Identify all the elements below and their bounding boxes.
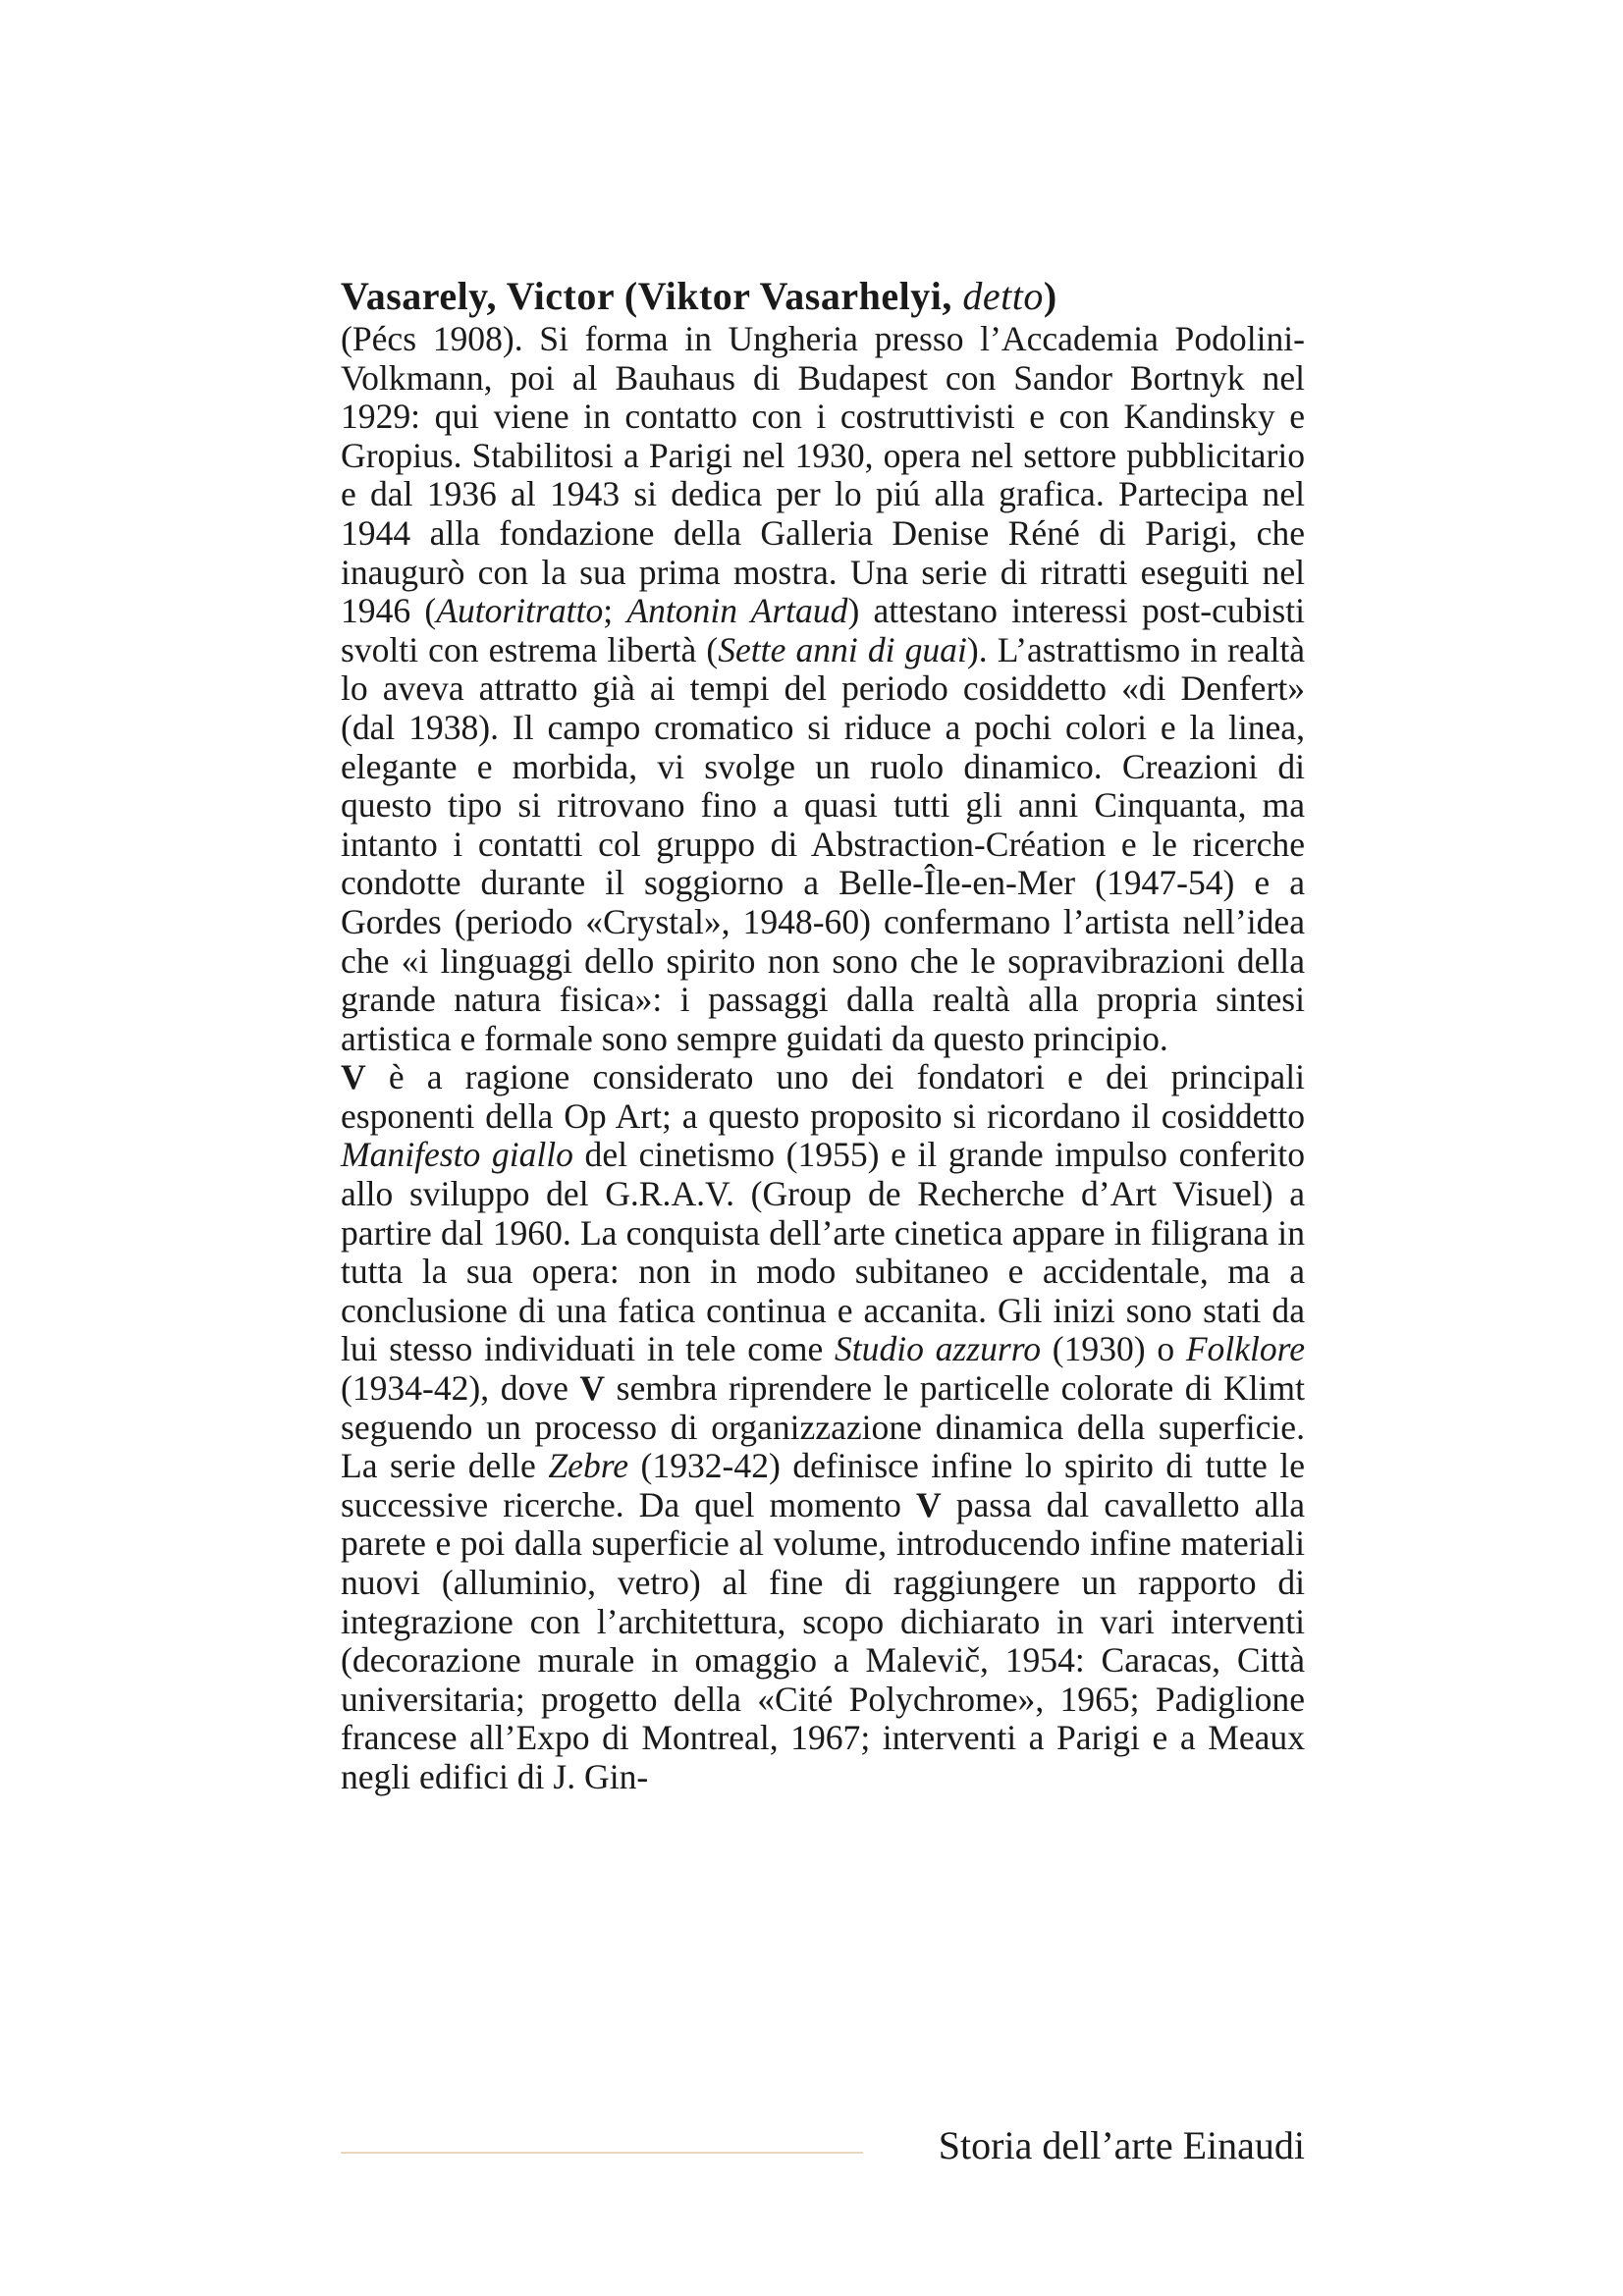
page-footer: [341, 2122, 1305, 2171]
entry-heading: [341, 273, 1305, 320]
italic-title: Zebre: [548, 1446, 629, 1486]
text-run: è a ragione considerato uno dei fondatori e dei principali esponenti della Op Art; a questo proposito si ricordano il cosiddetto: [341, 1057, 1305, 1136]
italic-title: Antonin Artaud: [626, 591, 848, 631]
text-run: del cinetismo (1955) e il grande impulso conferito allo sviluppo del G.R.A.V. (Group de Recherche d’Art Visuel) a partire dal 1960. La conquista dell’arte cinetica appare in filigrana in tutta la sua opera: non in modo subitaneo e accidentale, ma a conclusione di una fatica continua e accanita. Gli inizi sono stati da lui stesso individuati in tele come: [341, 1135, 1305, 1369]
italic-title: Manifesto giallo: [341, 1135, 573, 1175]
text-run: sembra riprendere le particelle colorate di Klimt seguendo un processo di organizzazione dinamica della superficie. La serie delle: [341, 1368, 1305, 1486]
text-run: (Pécs 1908). Si forma in Ungheria presso l’Accademia Podolini-Volkmann, poi al Bauhaus di Budapest con Sandor Bortnyk nel 1929: qui viene in contatto con i costruttivisti e con Kandinsky e Gropius. Stabilitosi a Parigi nel 1930, opera nel settore pubblicitario e dal 1936 al 1943 si dedica per lo piú alla grafica. Partecipa nel 1944 alla fondazione della Galleria Denise Réné di Parigi, che inaugurò con la sua prima mostra. Una serie di ritratti eseguiti nel 1946 (: [341, 319, 1305, 631]
italic-title: Autoritratto: [436, 591, 604, 631]
entry-heading-main: Vasarely, Victor (Viktor Vasarhelyi,: [341, 274, 963, 318]
footer-publisher-label: Storia dell’arte Einaudi: [938, 2123, 1305, 2167]
entry-abbrev: V: [341, 1057, 366, 1097]
text-run: ;: [603, 591, 627, 631]
text-run: (1934-42), dove: [341, 1368, 580, 1409]
entry-paragraph-1: [341, 320, 1305, 1058]
footer-rule: [341, 2152, 863, 2154]
text-run: passa dal cavalletto alla parete e poi dalla superficie al volume, introducendo infine materiali nuovi (alluminio, vetro) al fine di raggiungere un rapporto di integrazione con l’architettura, scopo dichiarato in vari interventi (decorazione murale in omaggio a Malevič, 1954: Caracas, Città universitaria; progetto della «Cité Polychrome», 1965; Padiglione francese all’Expo di Montreal, 1967; interventi a Parigi e a Meaux negli edifici di J. Gin-: [341, 1484, 1305, 1796]
text-run: (1930) o: [1041, 1329, 1186, 1369]
text-run: ) attestano interessi post-cubisti svolti con estrema libertà (: [341, 591, 1305, 669]
entry-heading-italic: detto: [962, 274, 1044, 318]
entry-heading-close: ): [1043, 274, 1057, 318]
italic-title: Sette anni di guai: [718, 629, 967, 669]
entry-paragraph-2: [341, 1058, 1305, 1796]
text-run: ). L’astrattismo in realtà lo aveva attratto già ai tempi del periodo cosiddetto «di Denfert» (dal 1938). Il campo cromatico si riduce a pochi colori e la linea, elegante e morbida, vi svolge un ruolo dinamico. Creazioni di questo tipo si ritrovano fino a quasi tutti gli anni Cinquanta, ma intanto i contatti col gruppo di Abstraction-Création e le ricerche condotte durante il soggiorno a Belle-Île-en-Mer (1947-54) e a Gordes (periodo «Crystal», 1948-60) confermano l’artista nell’idea che «i linguaggi dello spirito non sono che le sopravibrazioni della grande natura fisica»: i passaggi dalla realtà alla propria sintesi artistica e formale sono sempre guidati da questo principio.: [341, 629, 1306, 1058]
entry-abbrev: V: [579, 1368, 606, 1409]
encyclopedia-entry: [341, 273, 1305, 1797]
italic-title: Folklore: [1185, 1329, 1306, 1369]
italic-title: Studio azzurro: [835, 1329, 1042, 1369]
text-run: (1932-42) definisce infine lo spirito di tutte le successive ricerche. Da quel momento: [341, 1446, 1305, 1524]
entry-abbrev: V: [915, 1484, 942, 1524]
